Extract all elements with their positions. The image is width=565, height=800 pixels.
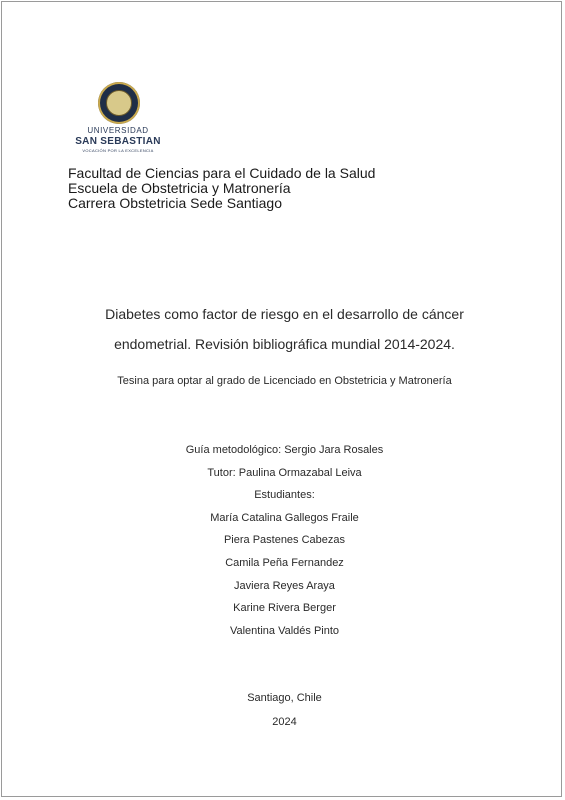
- students-label: Estudiantes:: [254, 489, 315, 502]
- logo-line-1: UNIVERSIDAD: [87, 126, 149, 135]
- program-name: Carrera Obstetricia Sede Santiago: [68, 195, 282, 211]
- authors-block: [82, 439, 487, 642]
- faculty-block: [68, 166, 375, 211]
- year: 2024: [272, 716, 297, 728]
- university-wordmark: [68, 126, 168, 155]
- student-name: Karine Rivera Berger: [233, 602, 336, 615]
- title-line-1: Diabetes como factor de riesgo en el desarrollo de cáncer: [105, 306, 464, 322]
- city: Santiago, Chile: [247, 692, 322, 704]
- tutor: Tutor: Paulina Ormazabal Leiva: [207, 466, 362, 479]
- thesis-title: [42, 299, 527, 359]
- document-page: [1, 1, 562, 797]
- place-date-block: [82, 686, 487, 734]
- faculty-name: Facultad de Ciencias para el Cuidado de la Salud: [68, 165, 376, 181]
- logo-line-2: SAN SEBASTIAN: [75, 136, 161, 147]
- student-name: Piera Pastenes Cabezas: [223, 534, 346, 547]
- logo-line-3: VOCACIÓN POR LA EXCELENCIA: [82, 148, 154, 153]
- methodological-guide: Guía metodológico: Sergio Jara Rosales: [185, 444, 384, 456]
- student-name: María Catalina Gallegos Fraile: [210, 511, 359, 524]
- thesis-subtitle: Tesina para optar al grado de Licenciado en Obstetricia y Matronería: [117, 375, 452, 387]
- student-name: Camila Peña Fernandez: [225, 556, 344, 569]
- school-name: Escuela de Obstetricia y Matronería: [68, 180, 291, 196]
- university-seal-icon: [98, 82, 140, 124]
- student-name: Javiera Reyes Araya: [234, 579, 335, 592]
- university-logo: [68, 82, 168, 158]
- student-name: Valentina Valdés Pinto: [229, 624, 340, 637]
- title-line-2: endometrial. Revisión bibliográfica mundial 2014-2024.: [114, 336, 455, 352]
